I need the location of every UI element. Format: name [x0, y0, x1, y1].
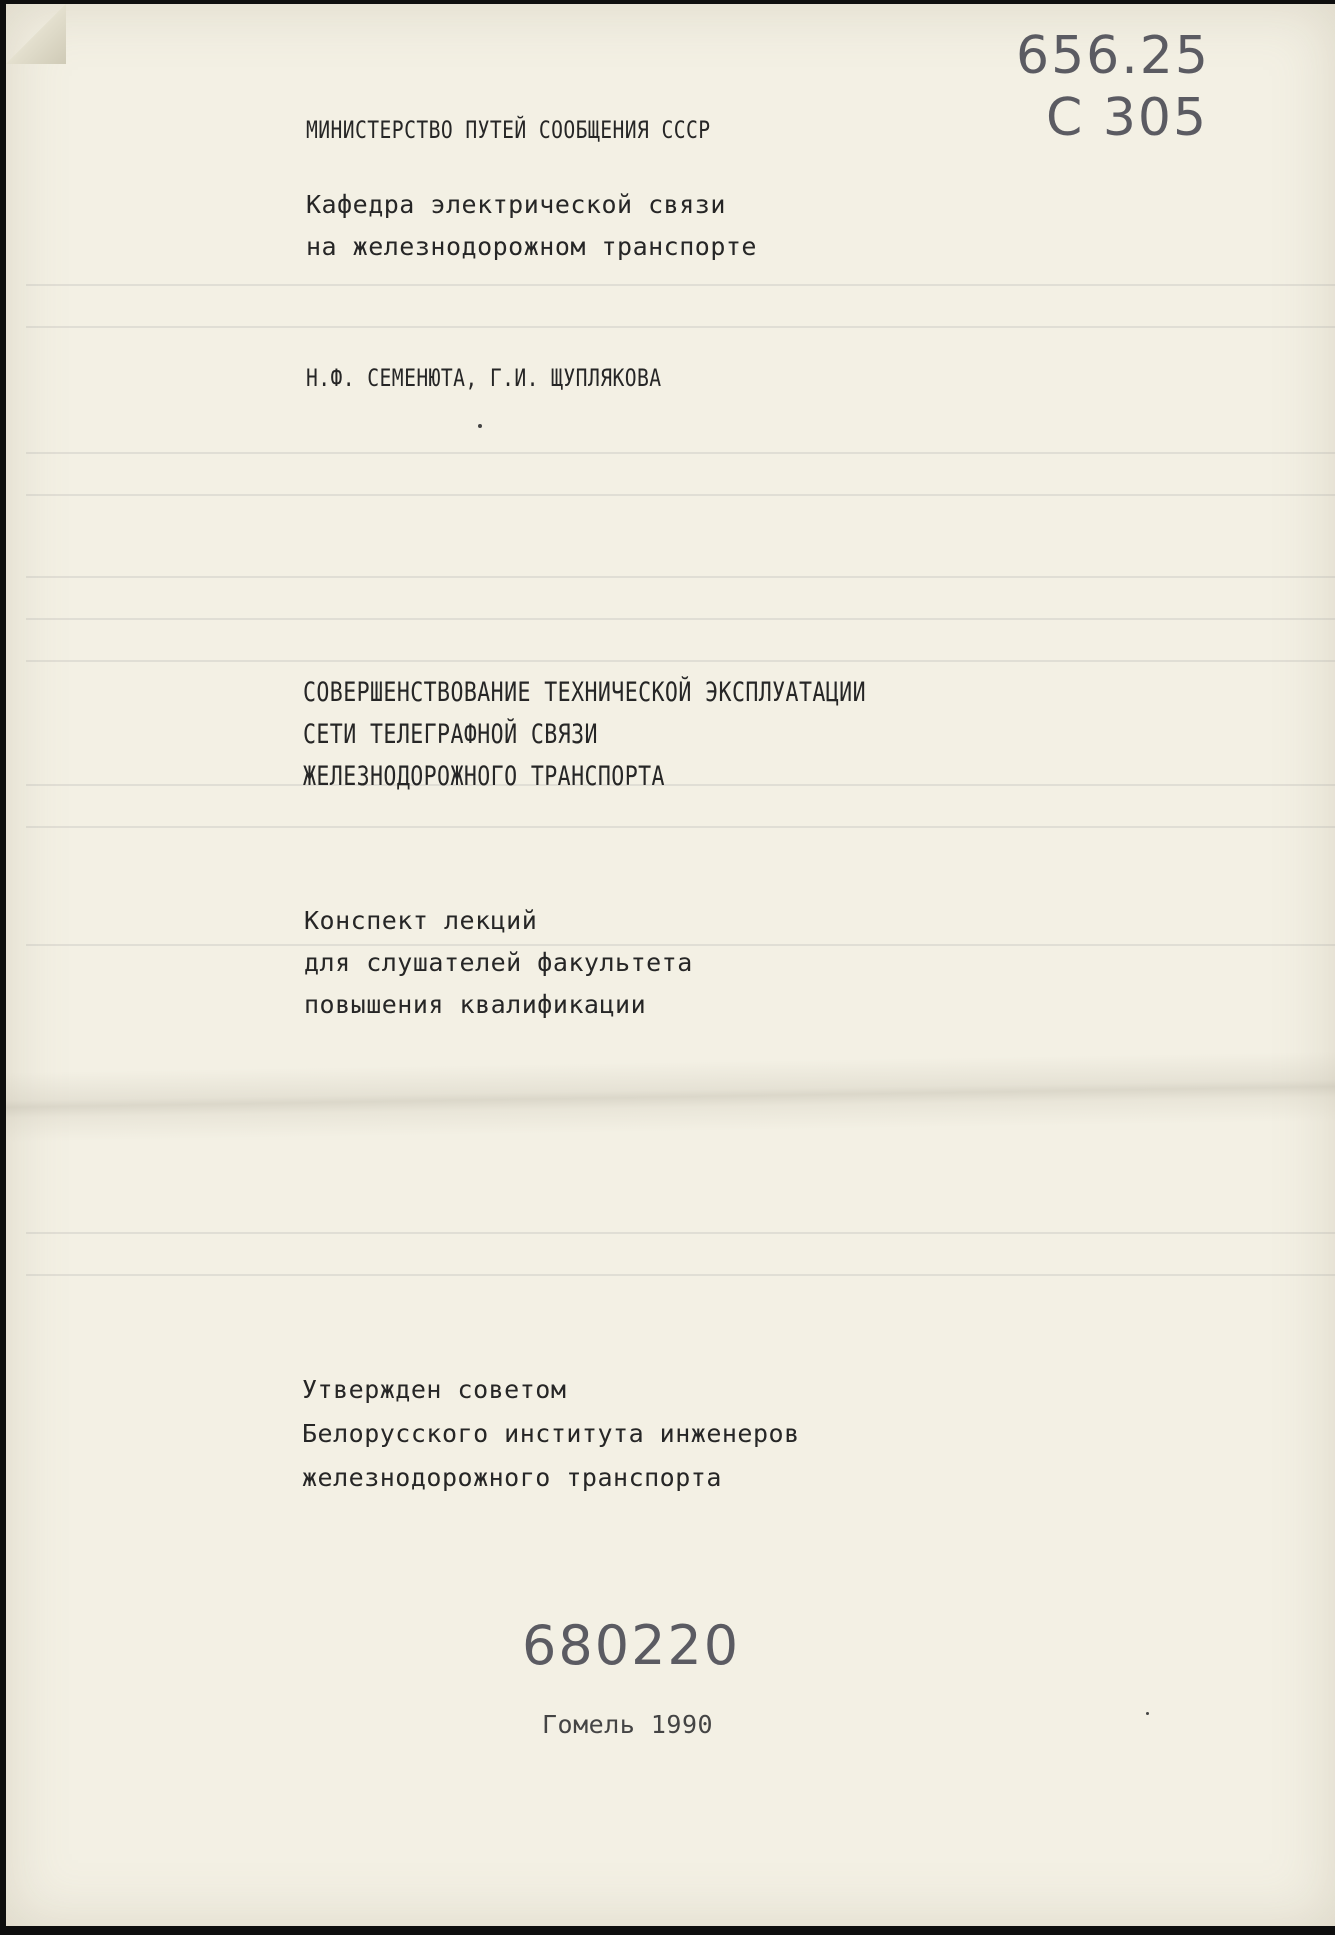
subtitle-line: Конспект лекций [304, 906, 538, 935]
subtitle-line: повышения квалификации [304, 990, 647, 1019]
approval-line: Белорусского института инженеров [302, 1419, 800, 1448]
bleed-through-line [26, 326, 1335, 328]
ministry-heading: МИНИСТЕРСТВО ПУТЕЙ СООБЩЕНИЯ СССР [306, 116, 711, 144]
inventory-number: 680220 [522, 1614, 741, 1677]
document-subtitle [304, 900, 693, 1026]
bleed-through-line [26, 284, 1335, 286]
bleed-through-line [26, 452, 1335, 454]
bleed-through-line [26, 1274, 1335, 1276]
department-line: на железнодорожном транспорте [306, 232, 757, 261]
bleed-through-line [26, 618, 1335, 620]
classification-code-line1: 656.25 [1016, 26, 1210, 86]
bleed-through-line [26, 494, 1335, 496]
approval-line: железнодорожного транспорта [302, 1463, 722, 1492]
approval-note [302, 1368, 800, 1500]
bleed-through-line [26, 660, 1335, 662]
authors: Н.Ф. СЕМЕНЮТА, Г.И. ЩУПЛЯКОВА [306, 364, 662, 392]
dog-eared-corner [6, 4, 66, 64]
title-page [6, 4, 1335, 1926]
paper-fold-shadow [6, 1052, 1335, 1143]
approval-line: Утвержден советом [302, 1375, 567, 1404]
bleed-through-line [26, 1232, 1335, 1234]
bleed-through-line [26, 826, 1335, 828]
classification-code-line2: С 305 [1046, 88, 1209, 148]
department-block [306, 184, 757, 268]
department-line: Кафедра электрической связи [306, 190, 726, 219]
title-line: СОВЕРШЕНСТВОВАНИЕ ТЕХНИЧЕСКОЙ ЭКСПЛУАТАЦИИ [303, 677, 866, 708]
document-title [303, 672, 866, 798]
speck [478, 424, 482, 428]
bleed-through-line [26, 576, 1335, 578]
speck [1146, 1712, 1149, 1715]
place-and-year: Гомель 1990 [542, 1710, 714, 1739]
subtitle-line: для слушателей факультета [304, 948, 693, 977]
title-line: СЕТИ ТЕЛЕГРАФНОЙ СВЯЗИ [303, 719, 598, 750]
title-line: ЖЕЛЕЗНОДОРОЖНОГО ТРАНСПОРТА [303, 761, 665, 792]
